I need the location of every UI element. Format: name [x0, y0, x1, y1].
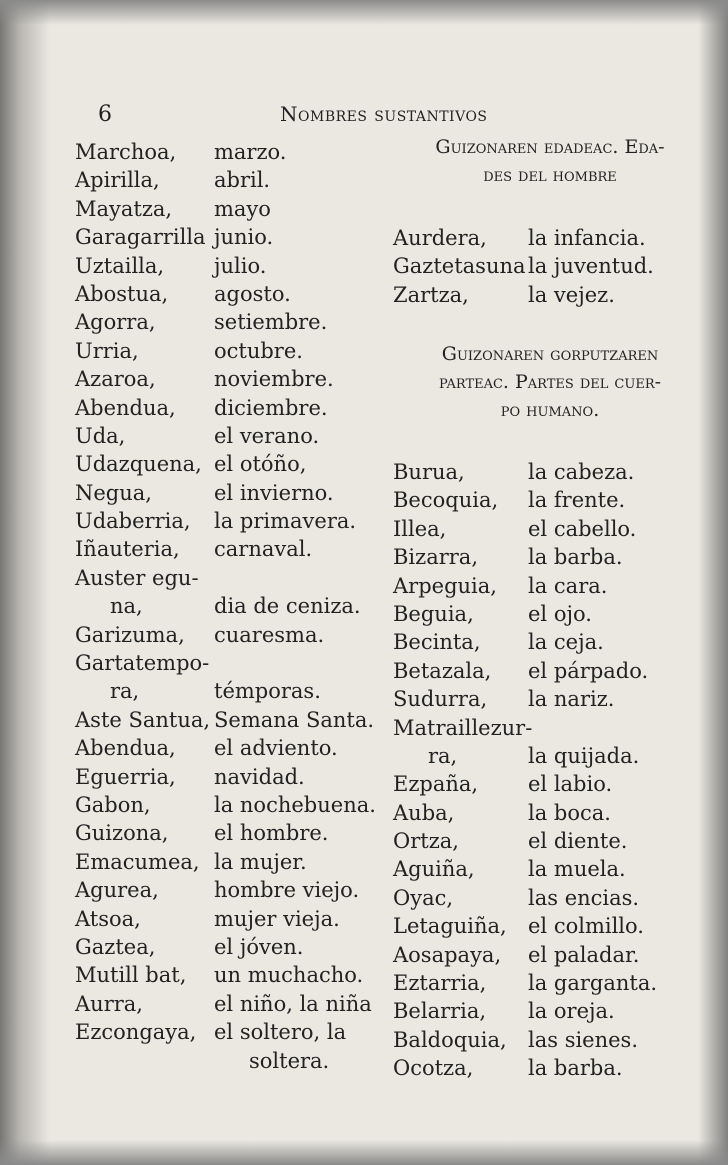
term-spanish: mujer vieja. [214, 906, 340, 931]
term-spanish: noviembre. [214, 367, 334, 392]
term-spanish: la oreja. [528, 999, 615, 1024]
term-basque: Agurea, [75, 878, 159, 903]
term-spanish: abril. [214, 168, 271, 193]
page-shadow-top [0, 0, 728, 25]
term-basque: Aste Santua, [75, 707, 211, 732]
section-heading-line: des del hombre [483, 164, 617, 186]
term-basque: na, [110, 594, 143, 619]
term-spanish: setiembre. [214, 310, 328, 335]
term-basque: Gartatempo- [75, 651, 210, 676]
term-basque: Garizuma, [75, 622, 185, 647]
term-basque: Auba, [393, 800, 455, 825]
term-spanish: las sienes. [528, 1027, 639, 1052]
term-spanish: el colmillo. [528, 914, 644, 939]
term-spanish: un muchacho. [214, 963, 364, 988]
term-spanish: el adviento. [214, 736, 338, 761]
term-spanish: hombre viejo. [214, 878, 360, 903]
page-shadow-left [0, 0, 50, 1165]
term-basque: Arpeguia, [393, 573, 497, 598]
term-basque: Gaztea, [75, 934, 156, 959]
term-spanish: la boca. [528, 800, 611, 825]
term-basque: Bizarra, [393, 545, 479, 570]
term-basque: ra, [110, 679, 140, 704]
term-spanish: el labio. [528, 772, 613, 797]
page-shadow-bottom [0, 1140, 728, 1165]
term-basque: Beguia, [393, 601, 474, 626]
term-basque: ra, [428, 743, 458, 768]
term-basque: Gabon, [75, 792, 151, 817]
term-spanish [214, 649, 376, 677]
term-basque: Aosapaya, [393, 942, 502, 967]
term-basque: Baldoquia, [393, 1027, 507, 1052]
term-spanish: soltera. [249, 1048, 330, 1073]
term-spanish: Semana Santa. [214, 707, 375, 732]
term-spanish: la quijada. [528, 743, 640, 768]
section-heading-line: Guizonaren edadeac. Eda- [435, 136, 665, 158]
term-basque: Letaguiña, [393, 914, 507, 939]
term-spanish: el verano. [214, 423, 320, 448]
section-heading-line: parteac. Partes del cuer- [438, 371, 662, 393]
term-basque: Apirilla, [75, 168, 160, 193]
term-spanish: la vejez. [528, 282, 615, 307]
term-basque: Agorra, [75, 310, 156, 335]
term-basque: Aguiña, [393, 857, 475, 882]
term-basque: Auster egu- [75, 565, 199, 590]
ages-basque [393, 224, 526, 309]
term-basque: Abendua, [75, 395, 176, 420]
section-heading-line: po humano. [500, 399, 600, 421]
term-spanish: la juventud. [528, 254, 654, 279]
section-heading-line: Guizonaren gorputzaren [441, 343, 659, 365]
term-spanish: el soltero, la [214, 1020, 347, 1045]
term-spanish: la frente. [528, 488, 626, 513]
term-spanish: la garganta. [528, 971, 658, 996]
section-heading-ages [390, 133, 710, 189]
term-spanish: el niño, la niña [214, 991, 372, 1016]
term-spanish: el ojo. [528, 601, 592, 626]
term-spanish: témporas. [214, 679, 321, 704]
term-basque: Burua, [393, 460, 465, 484]
term-spanish: el hombre. [214, 821, 329, 846]
page-number: 6 [98, 102, 112, 127]
term-spanish: navidad. [214, 764, 305, 789]
term-spanish: la primavera. [214, 509, 357, 534]
term-basque: Becinta, [393, 630, 481, 655]
term-basque: Aurdera, [393, 226, 487, 250]
term-basque: Ezcongaya, [75, 1020, 197, 1045]
term-spanish: diciembre. [214, 395, 328, 420]
left-column-basque [75, 138, 210, 1075]
term-spanish: las encias. [528, 885, 640, 910]
term-basque: Negua, [75, 480, 152, 505]
term-basque: Zartza, [393, 282, 469, 307]
term-spanish: la barba. [528, 1056, 623, 1081]
term-spanish: agosto. [214, 281, 291, 306]
term-basque: Abostua, [75, 281, 169, 306]
term-spanish: junio. [214, 225, 274, 250]
term-spanish: la cabeza. [528, 460, 635, 484]
term-basque: Atsoa, [75, 906, 141, 931]
page-header [90, 102, 650, 130]
term-basque: Becoquia, [393, 488, 499, 513]
term-spanish: el párpado. [528, 658, 649, 683]
term-spanish: el cabello. [528, 516, 637, 541]
term-spanish: la mujer. [214, 849, 307, 874]
term-basque: Urria, [75, 338, 139, 363]
term-basque: Uda, [75, 423, 126, 448]
term-basque: Eztarria, [393, 971, 487, 996]
term-spanish: la cara. [528, 573, 608, 598]
term-spanish: carnaval. [214, 537, 313, 562]
term-spanish: el invierno. [214, 480, 334, 505]
running-title: Nombres sustantivos [280, 102, 488, 126]
term-spanish: marzo. [214, 140, 287, 164]
body-parts-spanish [528, 458, 657, 1083]
term-basque: Illea, [393, 516, 447, 541]
term-spanish: mayo [214, 196, 271, 221]
term-spanish: la nochebuena. [214, 792, 376, 817]
term-basque: Udaberria, [75, 509, 191, 534]
left-column-spanish [214, 138, 376, 1075]
term-basque: Sudurra, [393, 687, 488, 712]
term-basque: Uztailla, [75, 253, 165, 278]
term-spanish: el otóño, [214, 452, 307, 477]
term-basque: Udazquena, [75, 452, 202, 477]
term-basque: Mutill bat, [75, 963, 187, 988]
term-basque: Emacumea, [75, 849, 200, 874]
term-basque: Matraillezur- [393, 715, 533, 740]
term-basque: Guizona, [75, 821, 169, 846]
term-basque: Belarria, [393, 999, 487, 1024]
term-spanish: cuaresma. [214, 622, 325, 647]
term-basque: Mayatza, [75, 196, 173, 221]
section-heading-body-parts [390, 340, 710, 424]
ages-spanish [528, 224, 654, 309]
term-basque: Abendua, [75, 736, 176, 761]
term-spanish: la ceja. [528, 630, 604, 655]
term-basque: Iñauteria, [75, 537, 180, 562]
term-spanish: julio. [214, 253, 267, 278]
term-basque: Oyac, [393, 885, 454, 910]
term-basque: Ocotza, [393, 1056, 474, 1081]
term-basque: Azaroa, [75, 367, 156, 392]
term-basque: Garagarrilla [75, 225, 206, 250]
term-basque: Ezpaña, [393, 772, 479, 797]
term-spanish: el jóven. [214, 934, 304, 959]
term-spanish: la muela. [528, 857, 626, 882]
body-parts-basque [393, 458, 532, 1083]
term-basque: Gaztetasuna [393, 254, 526, 279]
term-spanish: octubre. [214, 338, 303, 363]
term-spanish: el diente. [528, 829, 628, 854]
term-basque [75, 1047, 210, 1075]
term-basque: Eguerria, [75, 764, 176, 789]
term-spanish [528, 714, 657, 742]
term-spanish: la infancia. [528, 226, 646, 250]
term-spanish [214, 564, 376, 592]
term-basque: Ortza, [393, 829, 459, 854]
term-spanish: la nariz. [528, 687, 615, 712]
term-spanish: el paladar. [528, 942, 640, 967]
term-basque: Betazala, [393, 658, 492, 683]
term-basque: Marchoa, [75, 140, 177, 164]
term-spanish: la barba. [528, 545, 623, 570]
term-spanish: dia de ceniza. [214, 594, 361, 619]
term-basque: Aurra, [75, 991, 143, 1016]
